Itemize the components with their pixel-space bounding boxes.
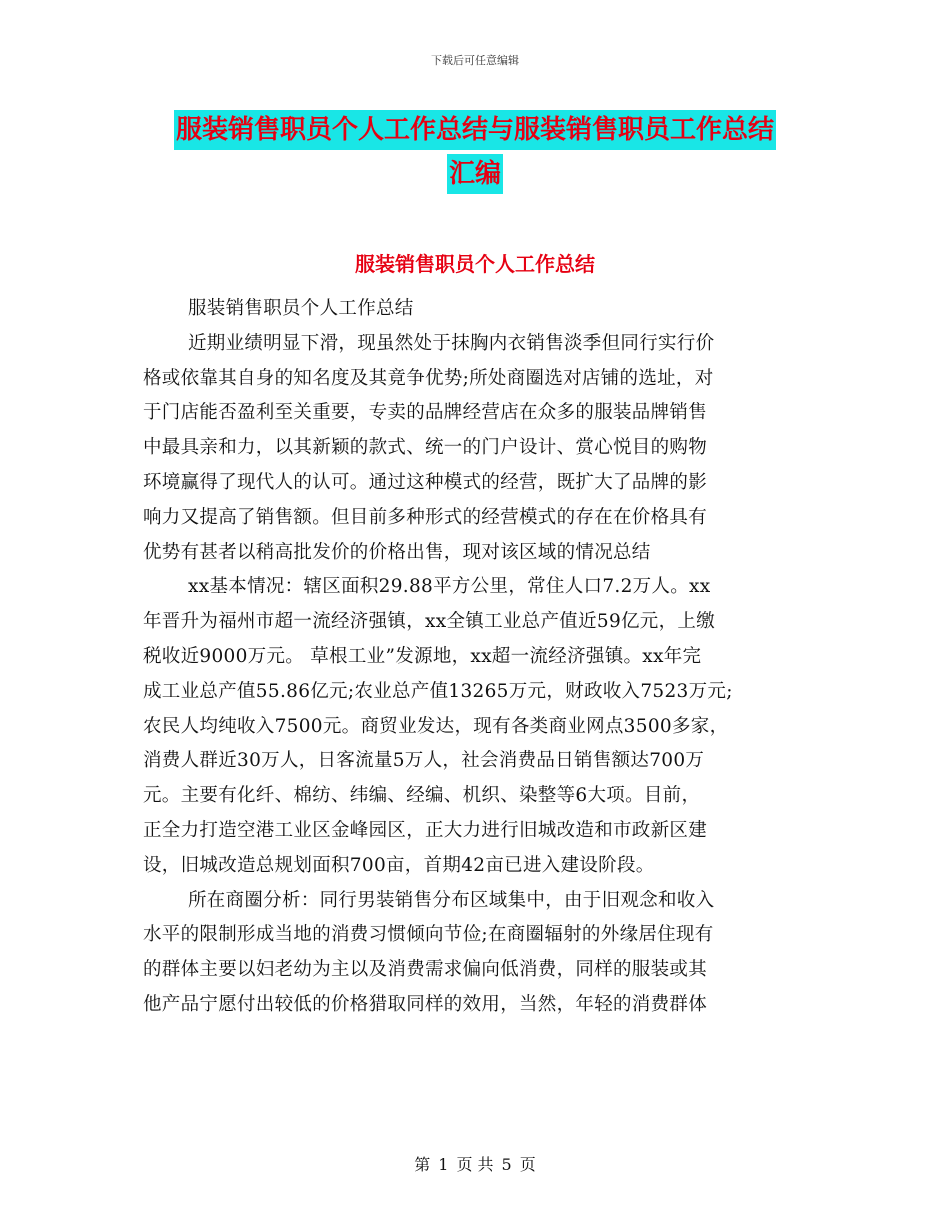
body-line: 于门店能否盈利至关重要，专卖的品牌经营店在众多的服装品牌销售 xyxy=(143,402,708,424)
body-line: 税收近9000万元。 草根工业”发源地，xx超一流经济强镇。xx年完 xyxy=(143,645,702,667)
footer-suffix: 页 xyxy=(519,1155,536,1174)
document-title xyxy=(0,110,950,150)
footer-middle: 页 共 xyxy=(456,1155,494,1174)
footer-prefix: 第 xyxy=(414,1155,431,1174)
body-line: 水平的限制形成当地的消费习惯倾向节俭;在商圈辐射的外缘居住现有 xyxy=(143,924,714,946)
section-heading: 服装销售职员个人工作总结 xyxy=(355,252,595,276)
body-line: 近期业绩明显下滑，现虽然处于抹胸内衣销售淡季但同行实行价 xyxy=(188,332,715,354)
page-footer xyxy=(0,1152,950,1175)
body-text xyxy=(143,292,803,1023)
body-line: 农民人均纯收入7500元。商贸业发达，现有各类商业网点3500多家， xyxy=(143,715,729,737)
body-line: 中最具亲和力，以其新颖的款式、统一的门户设计、赏心悦目的购物 xyxy=(143,437,708,459)
footer-page-number: 1 xyxy=(438,1155,449,1174)
body-line: 他产品宁愿付出较低的价格猎取同样的效用，当然，年轻的消费群体 xyxy=(143,993,708,1015)
body-line: 格或依靠其自身的知名度及其竟争优势;所处商圈选对店铺的选址，对 xyxy=(143,367,714,389)
footer-total-pages: 5 xyxy=(501,1155,512,1174)
body-line: 的群体主要以妇老幼为主以及消费需求偏向低消费，同样的服装或其 xyxy=(143,959,708,981)
body-line: 优势有甚者以稍高批发价的价格出售，现对该区域的情况总结 xyxy=(143,541,651,563)
body-line: 服装销售职员个人工作总结 xyxy=(188,298,414,319)
body-line: 年晋升为福州市超一流经济强镇，xx全镇工业总产值近59亿元，上缴 xyxy=(143,611,716,633)
body-line: 环境赢得了现代人的认可。通过这种模式的经营，既扩大了品牌的影 xyxy=(143,471,708,493)
body-line: 元。主要有化纤、棉纺、纬编、经编、机织、染整等6大项。目前， xyxy=(143,785,701,807)
body-line: 消费人群近30万人，日客流量5万人，社会消费品日销售额达700万 xyxy=(143,750,705,772)
body-line: 正全力打造空港工业区金峰园区，正大力进行旧城改造和市政新区建 xyxy=(143,819,708,841)
title-line-1: 服装销售职员个人工作总结与服装销售职员工作总结 xyxy=(174,110,776,150)
body-line: 设，旧城改造总规划面积700亩，首期42亩已进入建设阶段。 xyxy=(143,854,655,876)
header-note: 下载后可任意编辑 xyxy=(431,54,519,67)
document-title-continued xyxy=(0,154,950,194)
title-line-2: 汇编 xyxy=(447,154,503,194)
body-line: 所在商圈分析：同行男装销售分布区域集中，由于旧观念和收入 xyxy=(188,889,715,911)
body-line: 响力又提高了销售额。但目前多种形式的经营模式的存在在价格具有 xyxy=(143,506,708,528)
body-line: 成工业总产值55.86亿元;农业总产值13265万元，财政收入7523万元; xyxy=(143,680,733,702)
body-line: xx基本情况：辖区面积29.88平方公里，常住人口7.2万人。xx xyxy=(188,576,711,598)
